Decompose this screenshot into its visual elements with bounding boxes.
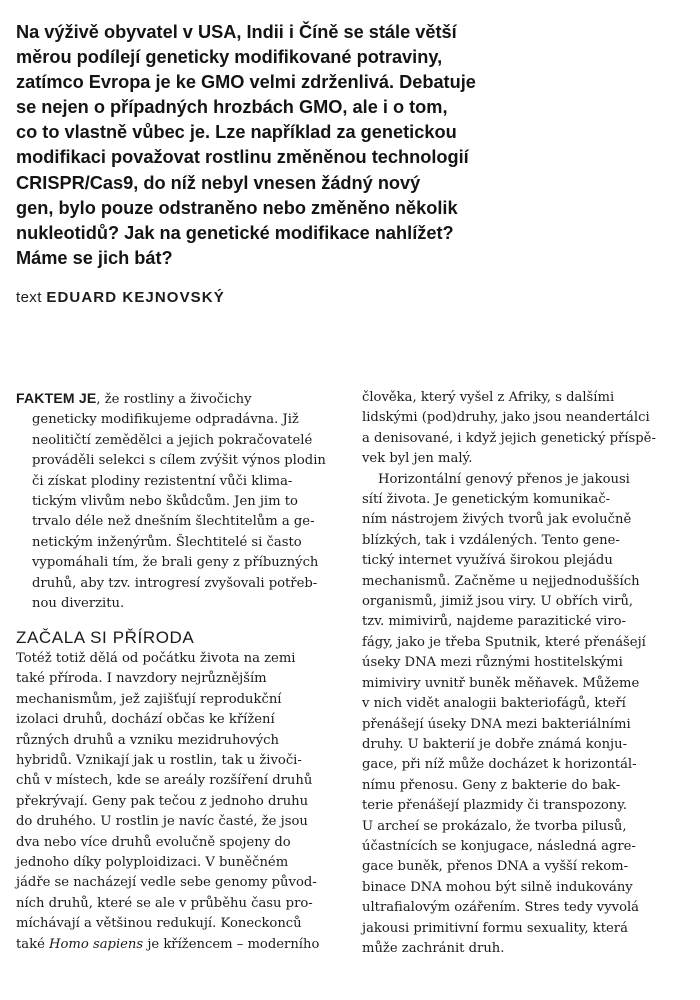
- article-column-left: [16, 388, 340, 955]
- body-line: hybridů. Vznikají jak u rostlin, tak u živoči-: [16, 752, 302, 768]
- body-line: sítí života. Je genetickým komunikač-: [362, 492, 611, 508]
- body-text: , že rostliny a živočichy: [96, 392, 252, 407]
- body-line: jádře se nacházejí vedle sebe genomy původ-: [16, 875, 317, 891]
- body-line: lidskými (pod)druhy, jako jsou neandertálci: [362, 410, 650, 426]
- body-line: neolitičtí zemědělci a jejich pokračovatelé: [32, 432, 313, 448]
- body-line: prováděli selekci s cílem zvýšit výnos plodin: [32, 453, 326, 469]
- body-line: binace DNA mohou být silně indukovány: [362, 879, 633, 895]
- body-line: [16, 935, 340, 955]
- body-line: mimiviry uvnitř buněk měňavek. Můžeme: [362, 675, 640, 691]
- body-line: či získat plodiny rezistentní vůči klima-: [32, 473, 293, 489]
- body-line: Horizontální genový přenos je jakousi: [378, 471, 630, 487]
- body-line: přenášejí úseky DNA mezi bakteriálními: [362, 716, 631, 732]
- body-line: terie přenášejí plazmidy či transpozony.: [362, 798, 628, 814]
- body-line: do druhého. U rostlin je navíc časté, že jsou: [16, 814, 308, 830]
- body-line: účastnících se konjugace, následná agre-: [362, 838, 636, 854]
- body-line: trvalo déle než dnešním šlechtitelům a ge-: [32, 514, 315, 530]
- body-line: [16, 388, 340, 410]
- lead-line: gen, bylo pouze odstraněno nebo změněno několik: [16, 197, 458, 218]
- body-line: netickým inženýrům. Šlechtitelé si často: [32, 534, 302, 550]
- body-line: v nich vidět analogii bakteriofágů, kteří: [362, 696, 626, 712]
- body-line: dva nebo více druhů evolučně spojeny do: [16, 834, 291, 850]
- lead-line: se nejen o případných hrozbách GMO, ale i o tom,: [16, 97, 448, 118]
- body-line: vypomáhali tím, že brali geny z příbuzných: [32, 555, 319, 571]
- body-line: ultrafialovým ozářením. Stres tedy vyvolá: [362, 900, 640, 916]
- body-line: úseky DNA mezi různými hostitelskými: [362, 655, 623, 671]
- body-line: míchávají a většinou redukují. Koneckonců: [16, 916, 302, 932]
- body-line: druhy. U bakterií je dobře známá konju-: [362, 736, 628, 752]
- body-text: také: [16, 936, 50, 952]
- body-line: různých druhů a vzniku mezidruhových: [16, 732, 280, 748]
- author-name: EDUARD KEJNOVSKÝ: [46, 289, 225, 306]
- body-line: mechanismům, jež zajišťují reprodukční: [16, 691, 282, 707]
- body-line: ních druhů, které se ale v průběhu času pro-: [16, 895, 313, 911]
- body-line: geneticky modifikujeme odpradávna. Již: [32, 412, 299, 428]
- body-line: tzv. mimivirů, najdeme parazitické viro-: [362, 614, 626, 630]
- body-line: U archeí se prokázalo, že tvorba pilusů,: [362, 818, 627, 834]
- body-line: tickým vlivům nebo škůdcům. Jen jim to: [32, 494, 298, 510]
- lead-line: co to vlastně vůbec je. Lze například za genetickou: [16, 122, 457, 143]
- body-line: mechanismů. Začněme u nejjednodušších: [362, 573, 640, 589]
- body-line: tický internet využívá širokou plejádu: [362, 553, 613, 569]
- section-subheading: ZAČALA SI PŘÍRODA: [16, 628, 195, 648]
- body-line: jakousi primitivní formu sexuality, která: [362, 920, 628, 936]
- body-line: může zachránit druh.: [362, 940, 505, 956]
- body-line: izolaci druhů, dochází občas ke křížení: [16, 712, 275, 728]
- body-line: blízkých, tak i vzdálených. Tento gene-: [362, 532, 620, 548]
- author-byline: [16, 289, 225, 306]
- species-name: Homo sapiens: [49, 936, 144, 952]
- lead-line: CRISPR/Cas9, do níž nebyl vnesen žádný nový: [16, 172, 421, 193]
- body-line: nou diverzitu.: [32, 596, 125, 612]
- body-line: gace, při níž může docházet k horizontál-: [362, 757, 637, 773]
- body-line: gace buněk, přenos DNA a vyšší rekom-: [362, 859, 629, 875]
- body-line: vek byl jen malý.: [362, 451, 473, 467]
- body-line: chů v místech, kde se areály rozšíření druhů: [16, 773, 313, 789]
- body-text: je křížencem – moderního: [143, 936, 320, 952]
- lead-line: modifikaci považovat rostlinu změněnou technologií: [16, 147, 469, 168]
- article-lead: [16, 20, 494, 271]
- body-line: Totéž totiž dělá od počátku života na zemi: [16, 650, 296, 666]
- body-line: jednoho díky polyploidizaci. V buněčném: [16, 854, 289, 870]
- body-line: fágy, jako je třeba Sputnik, které přenášejí: [362, 634, 646, 650]
- body-line: člověka, který vyšel z Afriky, s dalšími: [362, 390, 615, 405]
- article-column-right: [362, 388, 686, 959]
- body-line: ním nástrojem živých tvorů jak evolučně: [362, 512, 632, 528]
- body-line: nímu přenosu. Geny z bakterie do bak-: [362, 777, 621, 793]
- lead-line: nukleotidů? Jak na genetické modifikace nahlížet?: [16, 222, 454, 243]
- body-line: a denisované, i když jejich genetický příspě-: [362, 430, 656, 446]
- lead-line: zatímco Evropa je ke GMO velmi zdrženlivá. Debatuje: [16, 72, 476, 93]
- lead-line: Na výživě obyvatel v USA, Indii i Číně se stále větší: [16, 22, 457, 42]
- lead-line: Máme se jich bát?: [16, 247, 173, 268]
- byline-prefix: text: [16, 289, 42, 306]
- body-line: také příroda. I navzdory nejrůznějším: [16, 671, 267, 687]
- body-line: organismů, jimiž jsou viry. U obřích virů,: [362, 594, 634, 610]
- body-line: druhů, aby tzv. introgresí zvyšovali potřeb-: [32, 575, 318, 591]
- run-in-heading: FAKTEM JE: [16, 390, 97, 406]
- body-line: překrývají. Geny pak tečou z jednoho druhu: [16, 793, 309, 809]
- lead-line: měrou podílejí geneticky modifikované potraviny,: [16, 47, 443, 68]
